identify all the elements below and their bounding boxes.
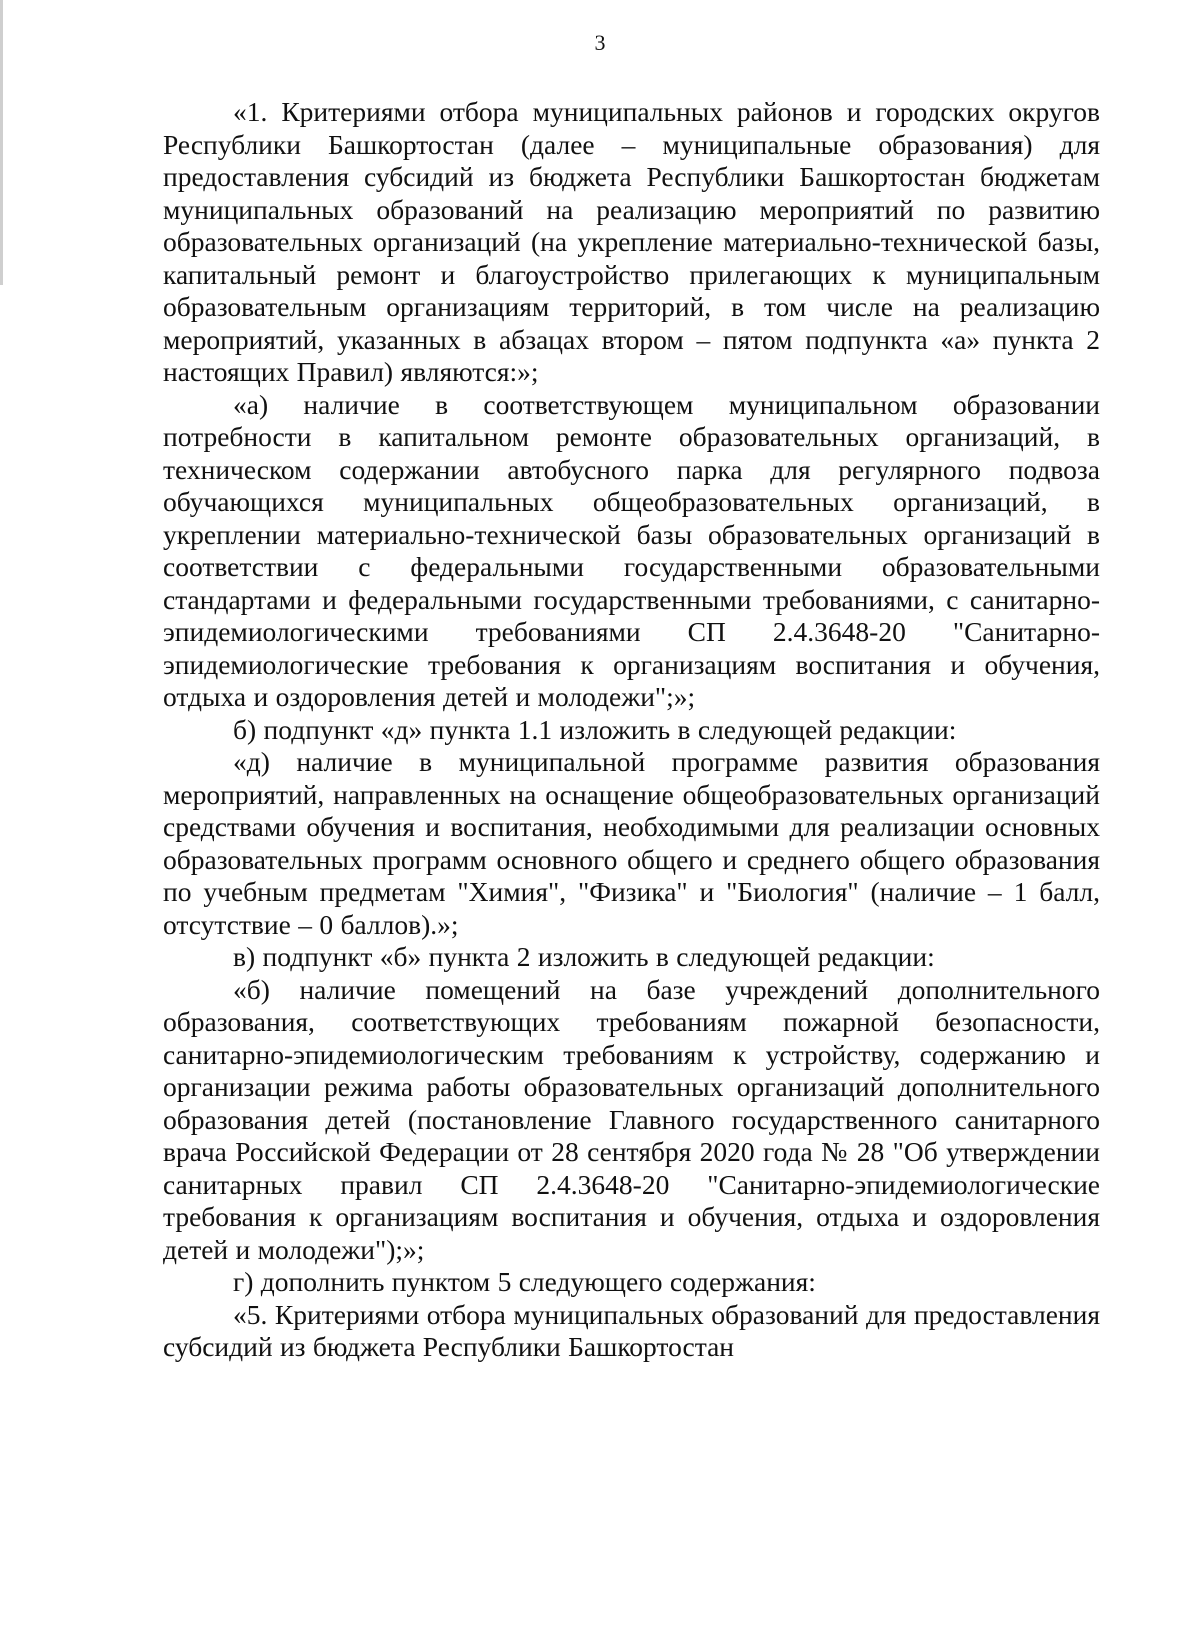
paragraph-amendment-v: в) подпункт «б» пункта 2 изложить в следующей редакции: [233,941,935,972]
paragraph-subitem-b: «б) наличие помещений на базе учреждений дополнительного образования, соответствующих требованиям пожарной безопасности, санитарно-эпидемиологическим требованиям к устройству, содержанию и организации режима работы образовательных организаций дополнительного образования детей (постановление Главного государственного санитарного врача Российской Федерации от 28 сентября 2020 года № 28 "Об утверждении санитарных правил СП 2.4.3648-20 "Санитарно-эпидемиологические требования к организациям воспитания и обучения, отдыха и оздоровления детей и молодежи");»; [163,973,1100,1265]
paragraph-item-5: «5. Критериями отбора муниципальных образований для предоставления субсидий из бюджета Республики Башкортостан [163,1298,1100,1362]
paragraph-subitem-d: «д) наличие в муниципальной программе развития образования мероприятий, направленных на оснащение общеобразовательных организаций средствами обучения и воспитания, необходимыми для реализации основных образовательных программ основного общего и среднего общего образования по учебным предметам "Химия", "Физика" и "Биология" (наличие – 1 балл, отсутствие – 0 баллов).»; [163,746,1100,940]
paragraph-subitem-a: «а) наличие в соответствующем муниципальном образовании потребности в капитальном ремонте образовательных организаций, в техническом содержании автобусного парка для регулярного подвоза обучающихся муниципальных общеобразовательных организаций, в укреплении материально-технической базы образовательных организаций в соответствии с федеральными государственными образовательными стандартами и федеральными государственными требованиями, с санитарно-эпидемиологическими требованиями СП 2.4.3648-20 "Санитарно-эпидемиологические требования к организациям воспитания и обучения, отдыха и оздоровления детей и молодежи";»; [163,388,1100,712]
page-number: 3 [594,30,606,55]
paragraph-amendment-b: б) подпункт «д» пункта 1.1 изложить в следующей редакции: [233,713,957,745]
paragraph-criteria-intro: «1. Критериями отбора муниципальных районов и городских округов Республики Башкортостан (далее – муниципальные образования) для предоставления субсидий из бюджета Республики Башкортостан бюджетам муниципальных образований на реализацию мероприятий по развитию образовательных организаций (на укрепление материально-технической базы, капитальный ремонт и благоустройство прилегающих к муниципальным образовательным организациям территорий, в том числе на реализацию мероприятий, указанных в абзацах втором – пятом подпункта «а» пункта 2 настоящих Правил) являются:»; [163,96,1100,387]
document-body [163,96,1100,1364]
paragraph-amendment-g: г) дополнить пунктом 5 следующего содержания: [233,1266,816,1297]
